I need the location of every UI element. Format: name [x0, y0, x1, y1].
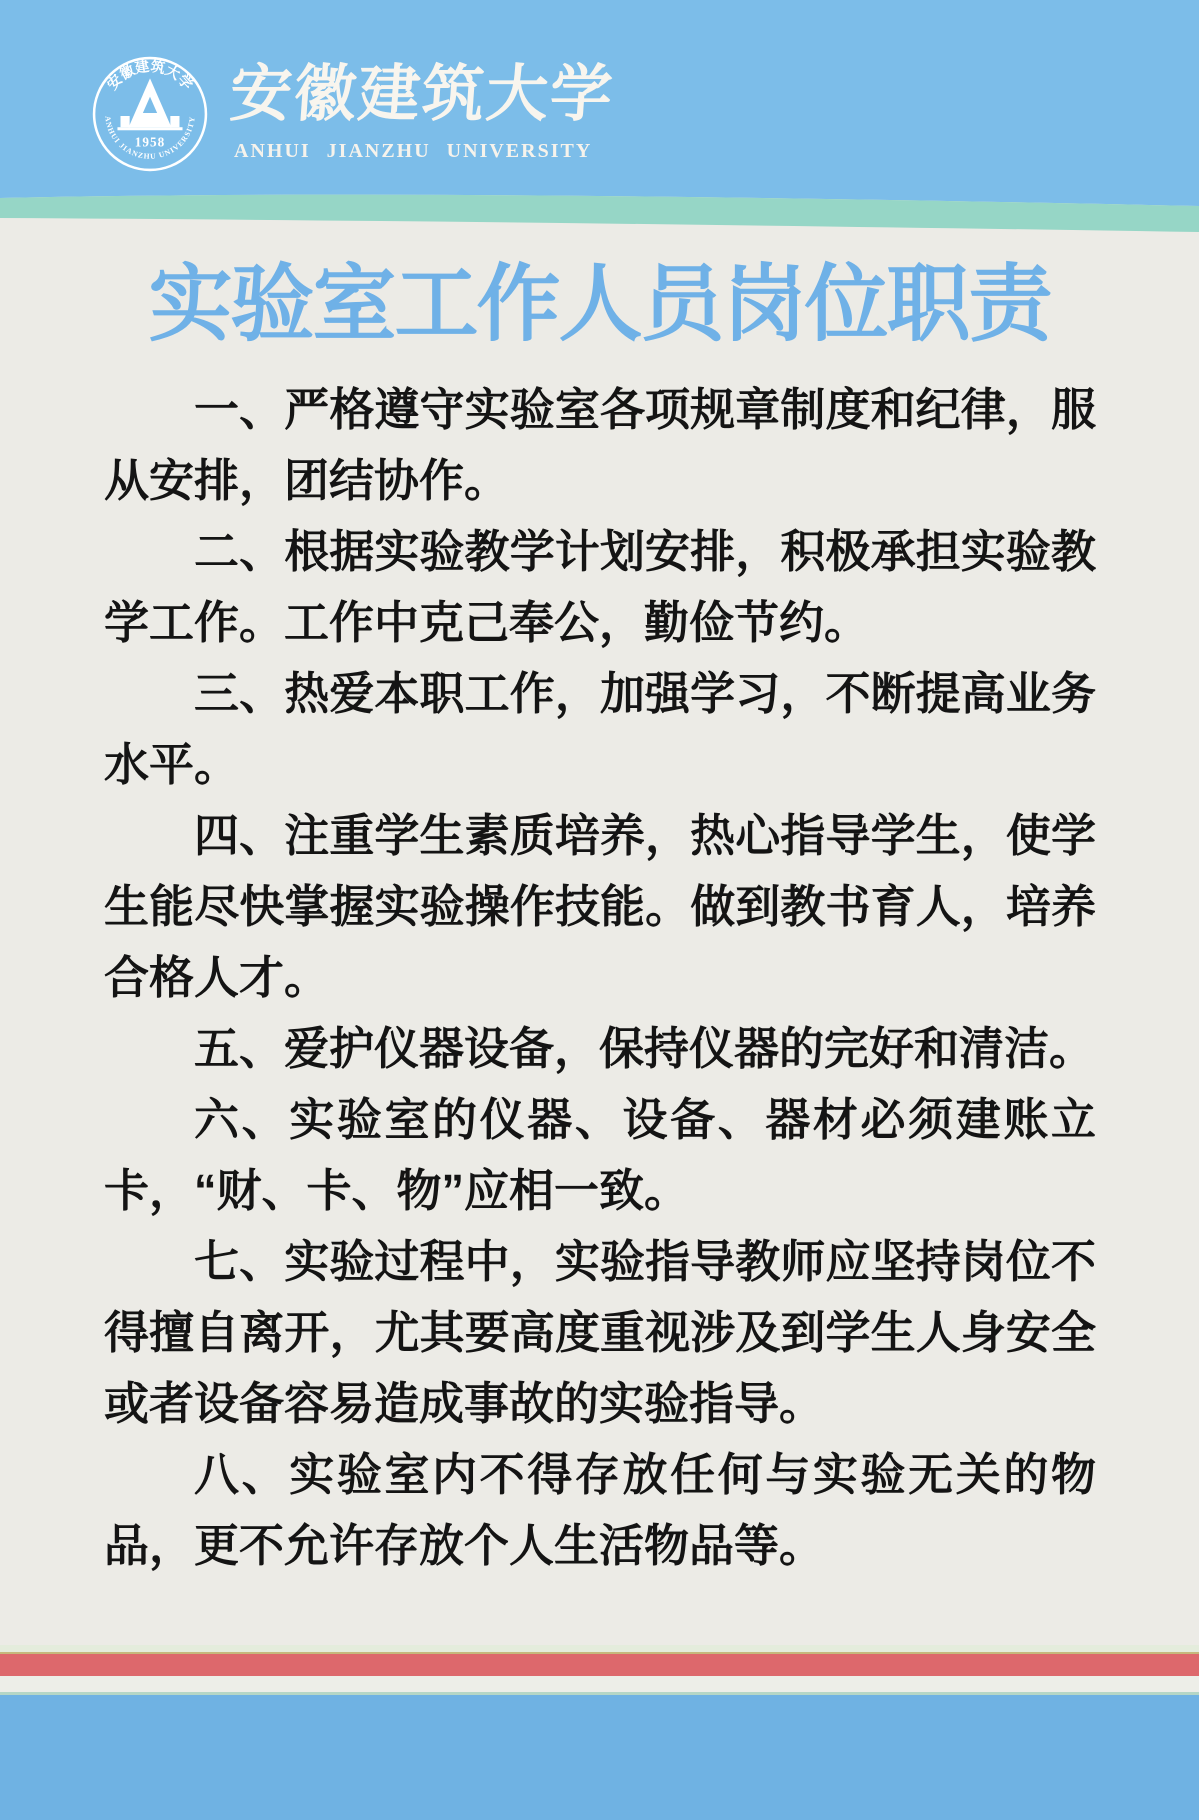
rule-item-3: 三、热爱本职工作，加强学习，不断提高业务水平。	[104, 668, 1096, 790]
footer-blue-band	[0, 1695, 1199, 1820]
teal-wave-divider	[0, 186, 1199, 238]
logo-baseline	[117, 127, 182, 130]
main-content	[0, 238, 1199, 1581]
rule-item-8: 八、实验室内不得存放任何与实验无关的物品，更不允许存放个人生活物品等。	[104, 1449, 1096, 1571]
header-band	[0, 0, 1199, 186]
page-title: 实验室工作人员岗位职责	[148, 257, 1051, 351]
footer-stripe-pale	[0, 1676, 1199, 1692]
rule-item-7: 七、实验过程中，实验指导教师应坚持岗位不得擅自离开，尤其要高度重视涉及到学生人身安全或者设备容易造成事故的实验指导。	[104, 1236, 1096, 1429]
university-name-cn: 安徽建筑大学	[227, 60, 617, 129]
rule-item-5: 五、爱护仪器设备，保持仪器的完好和清洁。	[194, 1023, 1095, 1074]
rule-item-6: 六、实验室的仪器、设备、器材必须建账立卡，“财、卡、物”应相一致。	[104, 1094, 1096, 1216]
rule-item-2: 二、根据实验教学计划安排，积极承担实验教学工作。工作中克己奉公，勤俭节约。	[104, 526, 1096, 648]
footer-stripe-red	[0, 1654, 1199, 1676]
rule-item-1: 一、严格遵守实验室各项规章制度和纪律，服从安排，团结协作。	[104, 384, 1096, 506]
rule-item-4: 四、注重学生素质培养，热心指导学生，使学生能尽快掌握实验操作技能。做到教书育人，培养合格人才。	[104, 810, 1096, 1003]
logo-ring-text-cn: 安徽建筑大学	[104, 58, 196, 94]
logo-ring-text-en: ANHUI JIANZHU UNIVERSITY	[103, 115, 197, 161]
logo-year: 1958	[134, 134, 166, 150]
university-logo	[90, 54, 210, 174]
footer-stripe-pale-green	[0, 1645, 1199, 1652]
university-name-en: ANHUI JIANZHU UNIVERSITY	[234, 140, 593, 162]
rules-list	[104, 374, 1096, 1581]
